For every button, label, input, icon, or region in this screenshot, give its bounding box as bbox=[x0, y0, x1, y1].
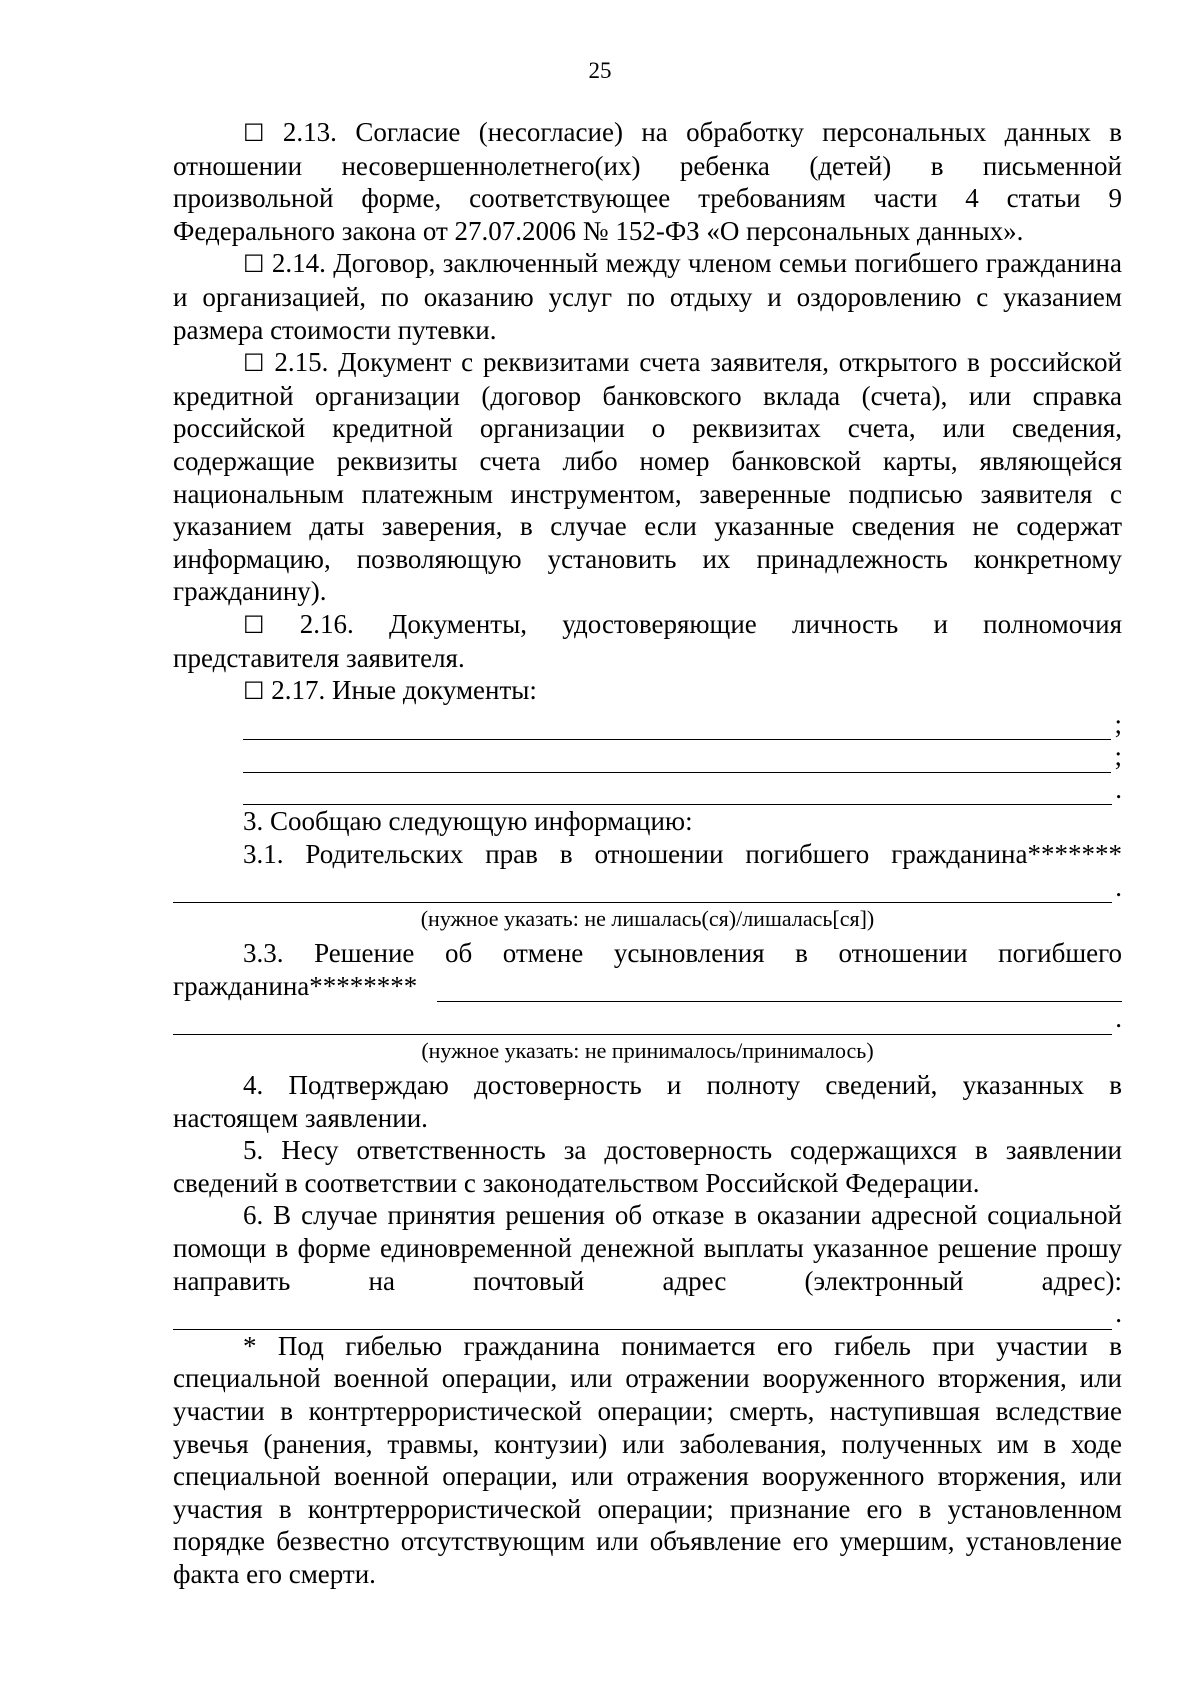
fill-line[interactable] bbox=[173, 878, 1112, 903]
item-2-17 bbox=[173, 674, 1122, 708]
item-3-1-text: 3.1. Родительских прав в отношении погибшего гражданина******* bbox=[243, 839, 1122, 870]
footnote-text: * Под гибелью гражданина понимается его гибель при участии в специальной военной операции, или отражении вооруженного вторжения, или участии в контртеррористической операции; смерть, наступившая вследствие увечья (ранения, травмы, контузии) или заболевания, полученных им в ходе специальной военной операции, или отражения вооруженного вторжения, или участия в контртеррористической операции; признание его в установленном порядке безвестно отсутствующим или объявление его умершим, установление факта его смерти. bbox=[173, 1330, 1122, 1589]
checkbox-icon[interactable]: ☐ bbox=[243, 250, 265, 279]
fill-line[interactable] bbox=[173, 1010, 1112, 1035]
item-3-3-fill[interactable] bbox=[173, 1002, 1122, 1035]
fill-line[interactable] bbox=[243, 715, 1111, 740]
item-3-3-line-2 bbox=[173, 970, 1122, 1003]
item-2-13 bbox=[173, 116, 1122, 247]
item-2-13-text: 2.13. Согласие (несогласие) на обработку персональных данных в отношении несовершеннолетнего(их) ребенка (детей) в письменной произвольной форме, соответствующее требованиям части 4 статьи 9 Федерального закона от 27.07.2006 № 152-ФЗ «О персональных данных». bbox=[173, 117, 1122, 246]
item-6-fill[interactable] bbox=[173, 1297, 1122, 1330]
line-end-period: . bbox=[1115, 773, 1122, 804]
item-3-1-hint: (нужное указать: не лишалась(ся)/лишалась[ся]) bbox=[420, 906, 875, 932]
item-3-1-fill[interactable] bbox=[173, 871, 1122, 904]
item-2-14-text: 2.14. Договор, заключенный между членом семьи погибшего гражданина и организацией, по оказанию услуг по отдыху и оздоровлению с указанием размера стоимости путевки. bbox=[173, 248, 1122, 345]
item-2-16 bbox=[173, 608, 1122, 674]
line-end-period: . bbox=[1115, 871, 1122, 902]
item-4-text: 4. Подтверждаю достоверность и полноту сведений, указанных в настоящем заявлении. bbox=[173, 1070, 1122, 1133]
checkbox-icon[interactable]: ☐ bbox=[243, 119, 265, 147]
item-2-15-text: 2.15. Документ с реквизитами счета заявителя, открытого в российской кредитной организации (договор банковского вклада (счета), или справка российской кредитной организации о реквизитах счета, или сведения, содержащие реквизиты счета либо номер банковской карты, являющейся национальным платежным инструментом, заверенные подписью заявителя с указанием даты заверения, в случае если указанные сведения не содержат информацию, позволяющую установить их принадлежность конкретному гражданину). bbox=[173, 347, 1122, 607]
fill-line[interactable] bbox=[437, 977, 1122, 1002]
fill-line[interactable] bbox=[243, 748, 1111, 773]
line-end-period: . bbox=[1115, 1003, 1122, 1034]
item-3-3-hint: (нужное указать: не принималось/принималось) bbox=[421, 1038, 874, 1064]
line-end-semicolon: ; bbox=[1114, 708, 1122, 739]
item-3-3-line-1: 3.3. Решение об отмене усыновления в отношении погибшего bbox=[243, 938, 1122, 969]
other-docs-line-3[interactable] bbox=[243, 773, 1122, 806]
fill-line[interactable] bbox=[243, 780, 1112, 805]
checkbox-icon[interactable]: ☐ bbox=[243, 610, 265, 639]
document-body bbox=[173, 116, 1122, 1591]
line-end-semicolon: ; bbox=[1114, 741, 1122, 772]
fill-line[interactable] bbox=[173, 1305, 1112, 1330]
item-3-3-label: гражданина******** bbox=[173, 970, 418, 1001]
item-2-17-text: 2.17. Иные документы: bbox=[264, 675, 537, 706]
checkbox-icon[interactable]: ☐ bbox=[243, 677, 265, 706]
item-5-text: 5. Несу ответственность за достоверность содержащихся в заявлении сведений в соответствии с законодательством Российской Федерации. bbox=[173, 1135, 1122, 1198]
other-docs-line-2[interactable] bbox=[243, 740, 1122, 773]
item-2-16-text: 2.16. Документы, удостоверяющие личность и полномочия представителя заявителя. bbox=[173, 608, 1122, 673]
other-docs-line-1[interactable] bbox=[243, 708, 1122, 741]
item-6-text: 6. В случае принятия решения об отказе в оказании адресной социальной помощи в форме единовременной денежной выплаты указанное решение прошу направить на почтовый адрес (электронный адрес): bbox=[173, 1200, 1122, 1296]
item-2-15 bbox=[173, 346, 1122, 608]
checkbox-icon[interactable]: ☐ bbox=[243, 349, 265, 378]
line-end-period: . bbox=[1115, 1298, 1122, 1329]
page-number: 25 bbox=[588, 58, 612, 83]
section-3-heading: 3. Сообщаю следующую информацию: bbox=[243, 806, 693, 837]
item-2-14 bbox=[173, 247, 1122, 346]
